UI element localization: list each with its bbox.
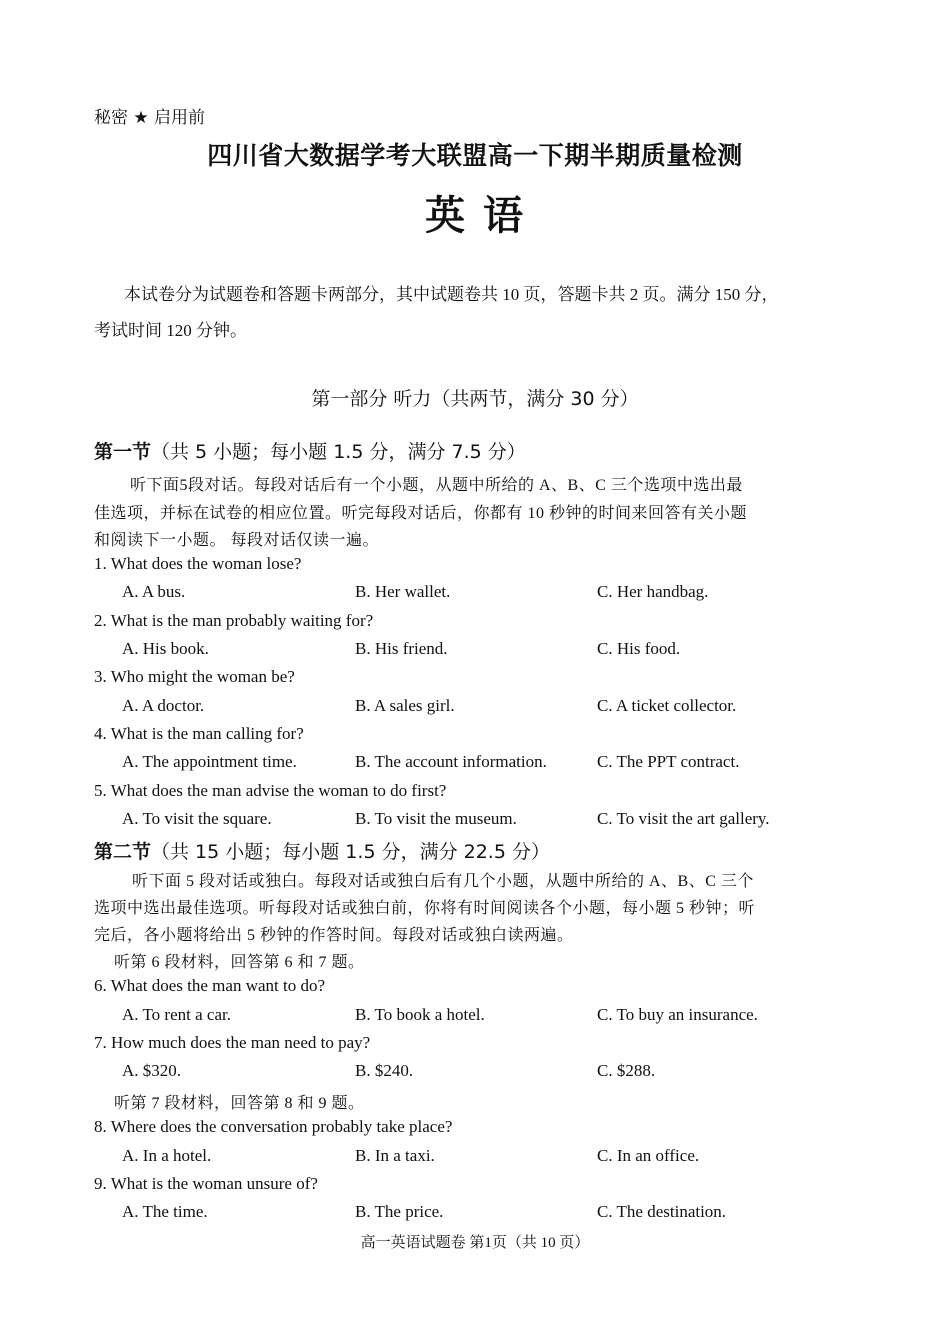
option-b: B. The account information.: [355, 752, 547, 771]
option-c: C. The destination.: [597, 1202, 727, 1221]
option-b: B. $240.: [355, 1061, 414, 1080]
option-a: A. To visit the square.: [122, 809, 272, 828]
section1-label: 第一节: [94, 441, 152, 463]
section2-title: [94, 837, 550, 864]
option-b: B. Her wallet.: [355, 582, 451, 601]
option-a: A. The time.: [122, 1202, 208, 1221]
section1-instr-line: 佳选项，并标在试卷的相应位置。听完每段对话后，你都有 10 秒钟的时间来回答有关小题: [94, 505, 748, 522]
intro-line-1: 本试卷分为试题卷和答题卡两部分，其中试题卷共 10 页，答题卡共 2 页。满分 150 分，: [124, 285, 779, 304]
question-stem: 1. What does the woman lose?: [94, 554, 302, 573]
section1-info: （共 5 小题；每小题 1.5 分，满分 7.5 分）: [151, 441, 526, 463]
question-stem: 8. Where does the conversation probably take place?: [94, 1117, 453, 1136]
part1-title: 第一部分 听力（共两节，满分 30 分）: [311, 388, 639, 410]
exam-title: 四川省大数据学考大联盟高一下期半期质量检测: [207, 141, 743, 170]
option-a: A. $320.: [122, 1061, 182, 1080]
option-a: A. A bus.: [122, 582, 186, 601]
question-stem: 5. What does the man advise the woman to do first?: [94, 781, 447, 800]
option-c: C. To visit the art gallery.: [597, 809, 770, 828]
question-stem: 6. What does the man want to do?: [94, 976, 326, 995]
section2-instr-line: 选项中选出最佳选项。听每段对话或独白前，你将有时间阅读各个小题，每小题 5 秒钟；听: [94, 900, 756, 917]
material-note: 听第 7 段材料，回答第 8 和 9 题。: [114, 1095, 365, 1112]
option-a: A. To rent a car.: [122, 1005, 231, 1024]
question-stem: 2. What is the man probably waiting for?: [94, 611, 374, 630]
option-a: A. The appointment time.: [122, 752, 297, 771]
option-b: B. To book a hotel.: [355, 1005, 485, 1024]
option-c: C. To buy an insurance.: [597, 1005, 758, 1024]
option-b: B. His friend.: [355, 639, 448, 658]
secret-label: 秘密 ★ 启用前: [94, 108, 206, 128]
question-stem: 9. What is the woman unsure of?: [94, 1174, 318, 1193]
section2-instr-line: 完后，各小题将给出 5 秒钟的作答时间。每段对话或独白读两遍。: [94, 927, 574, 944]
option-b: B. A sales girl.: [355, 696, 455, 715]
question-stem: 7. How much does the man need to pay?: [94, 1033, 371, 1052]
section1-instr-line: 听下面5段对话。每段对话后有一个小题，从题中所给的 A、B、C 三个选项中选出最: [130, 477, 743, 494]
option-b: B. In a taxi.: [355, 1146, 435, 1165]
subject-title: 英 语: [425, 193, 525, 239]
option-a: A. His book.: [122, 639, 209, 658]
section2-label: 第二节: [94, 841, 152, 863]
section2-info: （共 15 小题；每小题 1.5 分，满分 22.5 分）: [151, 841, 550, 863]
section1-instr-line: 和阅读下一小题。 每段对话仅读一遍。: [94, 532, 380, 549]
option-c: C. Her handbag.: [597, 582, 709, 601]
option-a: A. A doctor.: [122, 696, 205, 715]
section2-instr-line: 听下面 5 段对话或独白。每段对话或独白后有几个小题，从题中所给的 A、B、C 三个: [132, 873, 754, 890]
option-b: B. To visit the museum.: [355, 809, 517, 828]
section1-title: [94, 437, 526, 464]
option-b: B. The price.: [355, 1202, 444, 1221]
question-stem: 4. What is the man calling for?: [94, 724, 304, 743]
page-footer: 高一英语试题卷 第1页（共 10 页）: [360, 1235, 590, 1251]
option-c: C. $288.: [597, 1061, 656, 1080]
option-c: C. In an office.: [597, 1146, 700, 1165]
material-note: 听第 6 段材料，回答第 6 和 7 题。: [114, 954, 365, 971]
question-stem: 3. Who might the woman be?: [94, 667, 295, 686]
intro-line-2: 考试时间 120 分钟。: [94, 321, 247, 340]
option-a: A. In a hotel.: [122, 1146, 212, 1165]
option-c: C. A ticket collector.: [597, 696, 737, 715]
option-c: C. The PPT contract.: [597, 752, 740, 771]
option-c: C. His food.: [597, 639, 681, 658]
